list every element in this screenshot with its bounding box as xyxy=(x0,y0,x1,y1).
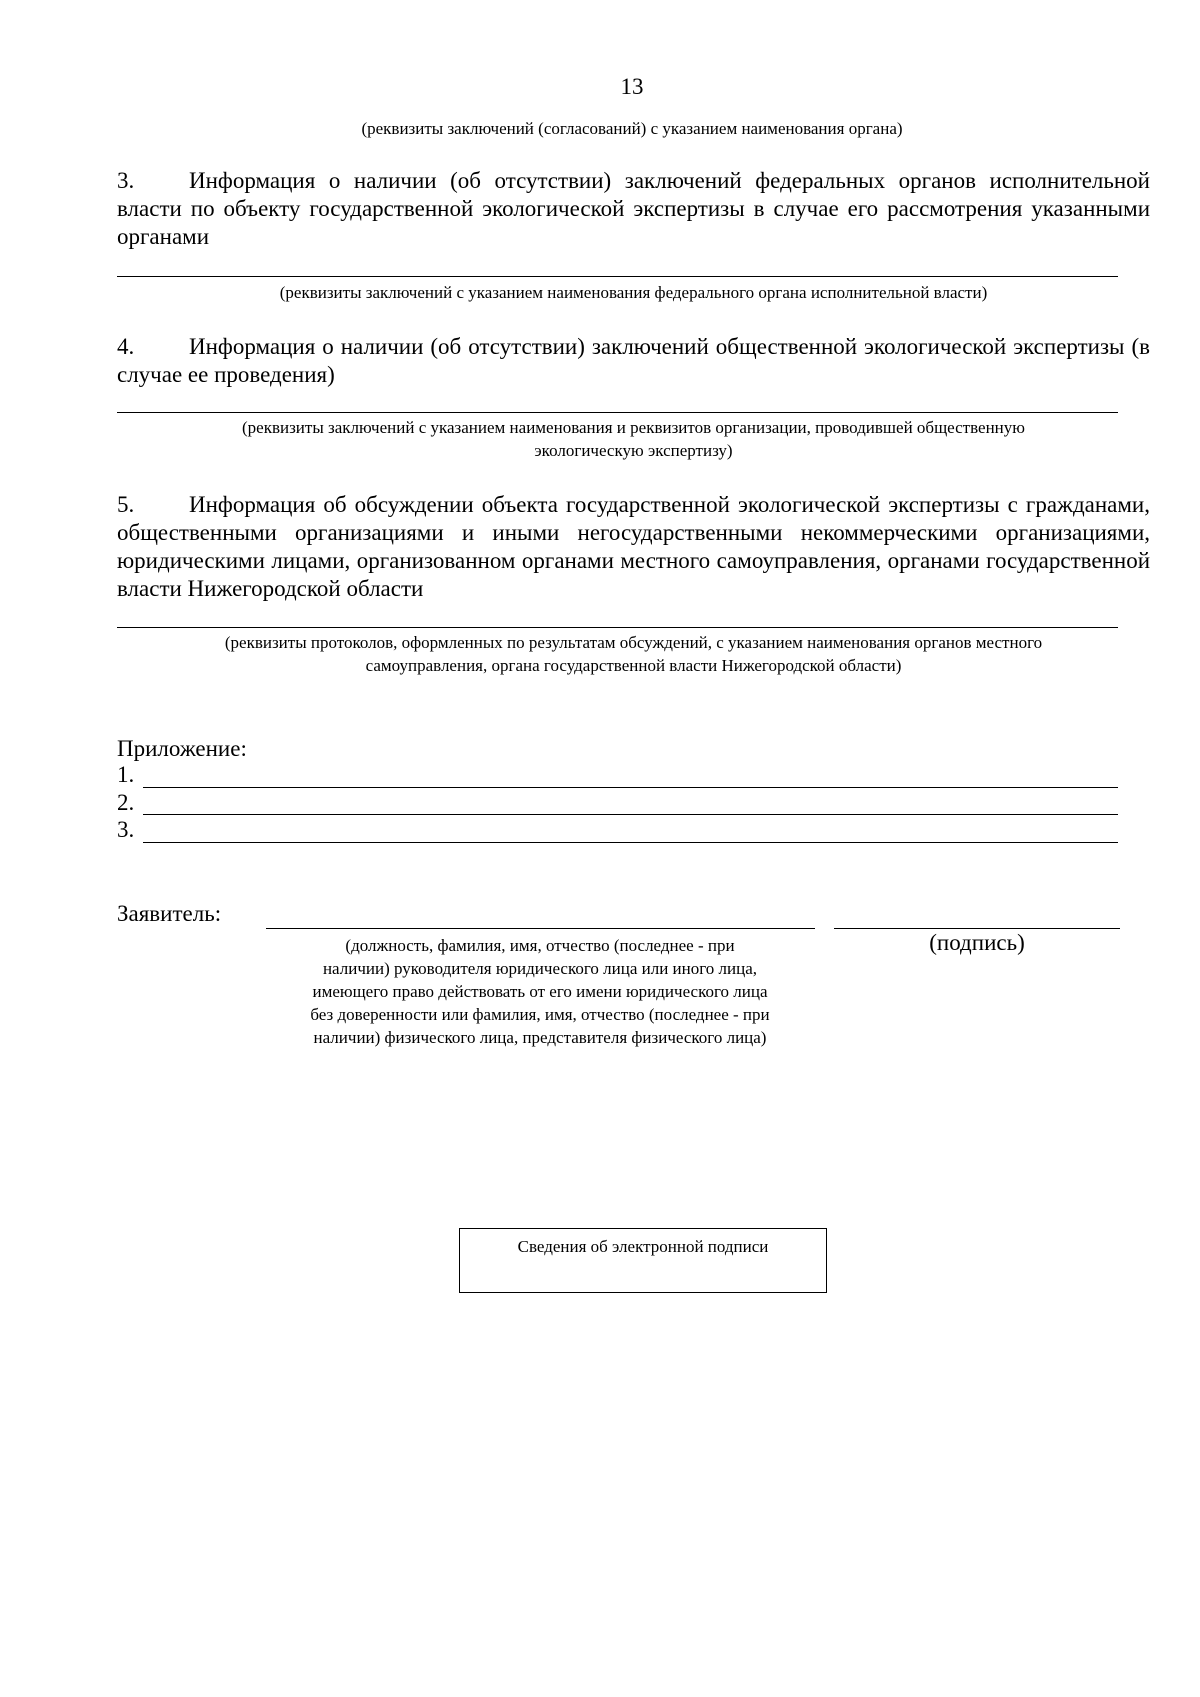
applicant-position-line xyxy=(266,928,815,929)
appendix-item-1-number: 1. xyxy=(117,762,135,787)
section-5-note-line-2: самоуправления, органа государственной власти Нижегородской области) xyxy=(365,656,902,675)
section-5-number: 5. xyxy=(117,492,135,517)
applicant-position-note-line-2: наличии) руководителя юридического лица или иного лица, xyxy=(322,959,758,978)
appendix-item-2-number: 2. xyxy=(117,790,135,815)
section-3-note: (реквизиты заключений с указанием наименования федерального органа исполнительной власти) xyxy=(279,283,988,302)
section-4-fill-line xyxy=(117,412,1118,413)
appendix-item-2-line xyxy=(143,814,1118,815)
section-4-note-line-1: (реквизиты заключений с указанием наименования и реквизитов организации, проводившей общественную xyxy=(242,418,1025,437)
appendix-item-1-line xyxy=(143,787,1118,788)
section-5-body: Информация об обсуждении объекта государственной экологической экспертизы с гражданами, общественными организациями и иными негосударственными некоммерческими организациями, юридическими лицами, организованном органами местного самоуправления, органами государственной власти Нижегородской области xyxy=(117,492,1150,601)
note-top: (реквизиты заключений (согласований) с указанием наименования органа) xyxy=(361,119,903,138)
applicant-position-note-line-4: без доверенности или фамилия, имя, отчество (последнее - при xyxy=(310,1005,770,1024)
section-4-body: Информация о наличии (об отсутствии) заключений общественной экологической экспертизы (в случае ее проведения) xyxy=(117,334,1150,387)
section-5-note-line-1: (реквизиты протоколов, оформленных по результатам обсуждений, с указанием наименования органов местного xyxy=(224,633,1043,652)
applicant-signature-line xyxy=(834,928,1120,929)
electronic-signature-box: Сведения об электронной подписи xyxy=(459,1228,827,1293)
applicant-label: Заявитель: xyxy=(117,901,222,926)
section-3-number: 3. xyxy=(117,168,135,193)
section-5-text xyxy=(117,491,1150,603)
appendix-item-3-number: 3. xyxy=(117,817,135,842)
applicant-position-note xyxy=(250,934,830,1049)
appendix-title: Приложение: xyxy=(117,736,247,761)
section-3-text xyxy=(117,167,1150,251)
applicant-position-note-line-1: (должность, фамилия, имя, отчество (последнее - при xyxy=(345,936,735,955)
applicant-position-note-line-3: имеющего право действовать от его имени юридического лица xyxy=(312,982,768,1001)
applicant-position-note-line-5: наличии) физического лица, представителя физического лица) xyxy=(313,1028,767,1047)
section-5-fill-line xyxy=(117,627,1118,628)
section-4-number: 4. xyxy=(117,334,135,359)
section-4-text xyxy=(117,333,1150,389)
section-3-body: Информация о наличии (об отсутствии) заключений федеральных органов исполнительной власти по объекту государственной экологической экспертизы в случае его рассмотрения указанными органами xyxy=(117,168,1150,249)
applicant-signature-note: (подпись) xyxy=(929,930,1025,955)
appendix-item-3-line xyxy=(143,842,1118,843)
section-4-note-line-2: экологическую экспертизу) xyxy=(534,441,733,460)
section-3-fill-line xyxy=(117,276,1118,277)
page-number: 13 xyxy=(620,74,644,99)
